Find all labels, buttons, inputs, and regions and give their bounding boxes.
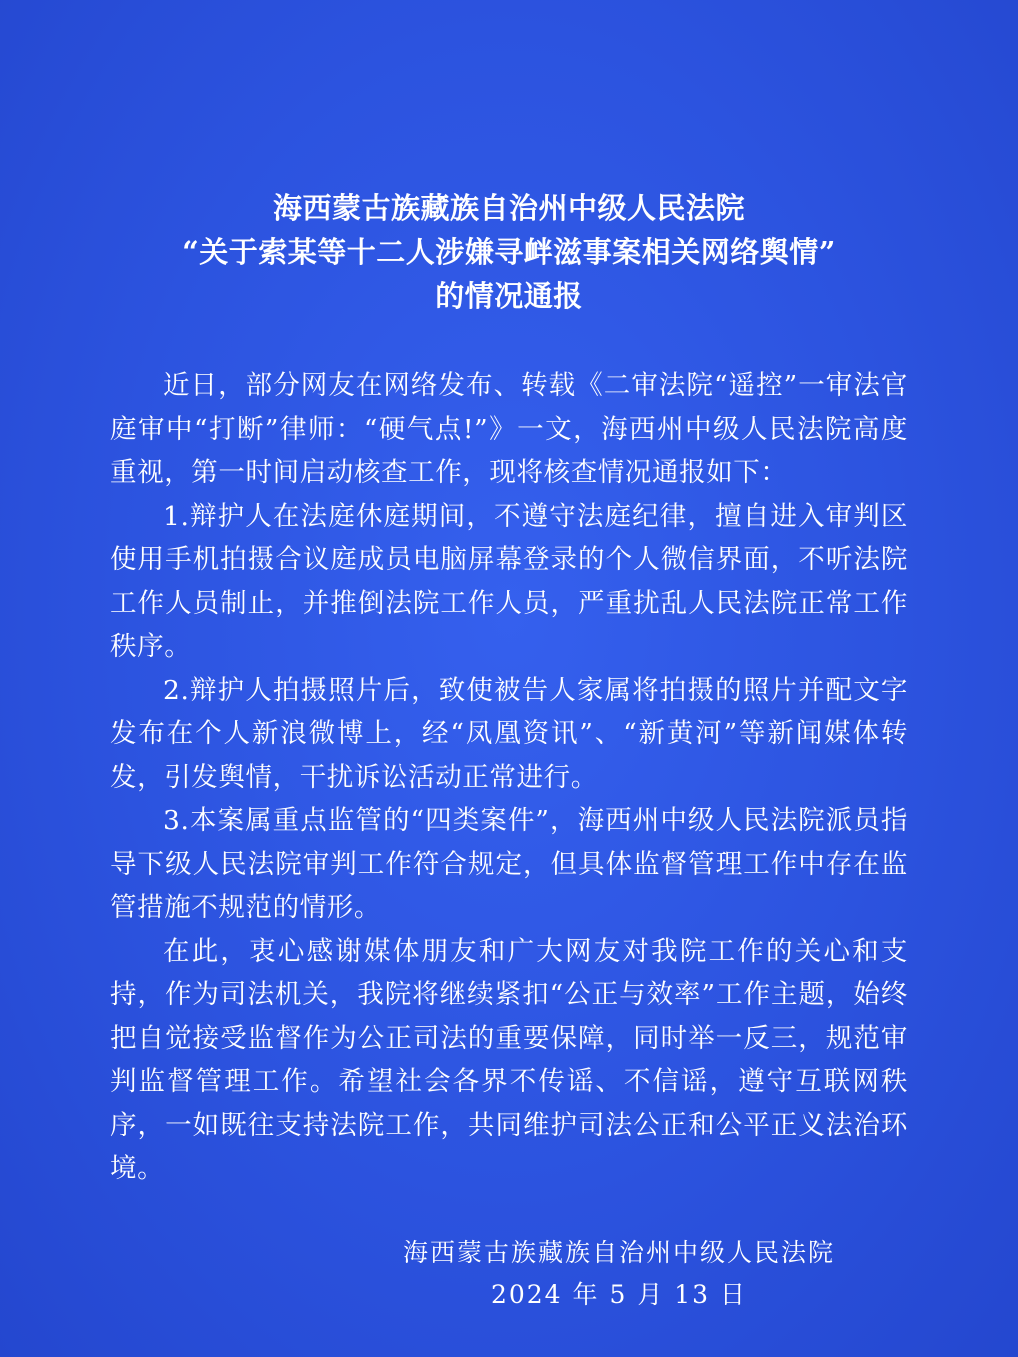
title-line-court-name: 海西蒙古族藏族自治州中级人民法院: [272, 191, 745, 225]
paragraph-intro: 近日，部分网友在网络发布、转载《二审法院“遥控”一审法官庭审中“打断”律师：“硬气点!”》一文，海西州中级人民法院高度重视，第一时间启动核查工作，现将核查情况通报如下：: [110, 370, 908, 488]
paragraph-item-3: 3.本案属重点监管的“四类案件”，海西州中级人民法院派员指导下级人民法院审判工作符合规定，但具体监督管理工作中存在监管措施不规范的情形。: [110, 805, 908, 923]
paragraph-item-2: 2.辩护人拍摄照片后，致使被告人家属将拍摄的照片并配文字发布在个人新浪微博上，经“凤凰资讯”、“新黄河”等新闻媒体转发，引发舆情，干扰诉讼活动正常进行。: [110, 674, 908, 793]
signature-organization: 海西蒙古族藏族自治州中级人民法院: [402, 1238, 835, 1267]
paragraph-item-1: 1.辩护人在法庭休庭期间，不遵守法庭纪律，擅自进入审判区使用手机拍摄合议庭成员电脑屏幕登录的个人微信界面，不听法院工作人员制止，并推倒法院工作人员，严重扰乱人民法院正常工作秩序。: [110, 500, 908, 662]
title-line-report: 的情况通报: [435, 279, 583, 313]
notice-body: [110, 364, 908, 1191]
notice-title: [0, 186, 1018, 318]
signature-block: [384, 1232, 854, 1316]
signature-date: 2024 年 5 月 13 日: [490, 1280, 748, 1309]
title-line-subject: “关于索某等十二人涉嫌寻衅滋事案相关网络舆情”: [182, 235, 836, 269]
paragraph-closing: 在此，衷心感谢媒体朋友和广大网友对我院工作的关心和支持，作为司法机关，我院将继续紧扣“公正与效率”工作主题，始终把自觉接受监督作为公正司法的重要保障，同时举一反三，规范审判监督管理工作。希望社会各界不传谣、不信谣，遵守互联网秩序，一如既往支持法院工作，共同维护司法公正和公平正义法治环境。: [110, 935, 908, 1184]
